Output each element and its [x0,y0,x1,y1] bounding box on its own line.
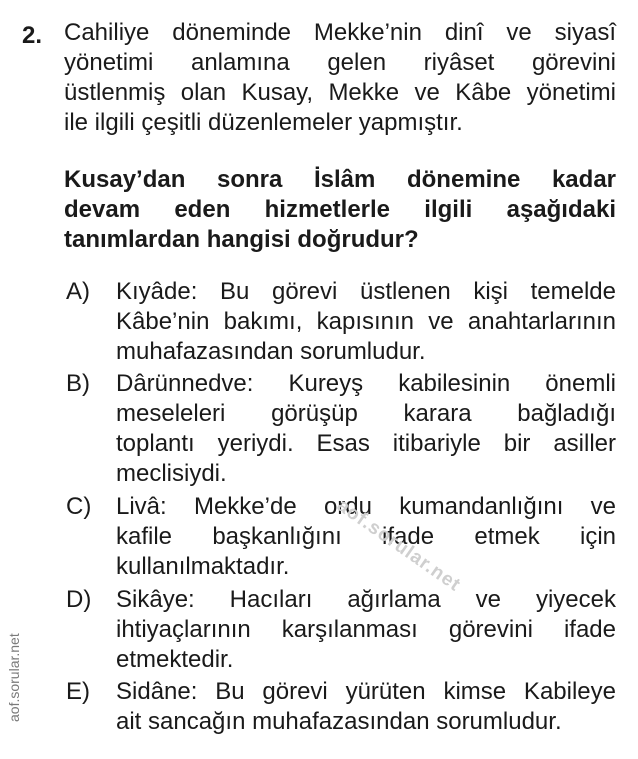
option-line: ihtiyaçlarının karşılanması görevini ifade [116,616,616,643]
option-label: D) [66,586,92,613]
prompt-line: devam eden hizmetlerle ilgili aşağıdaki [64,196,616,223]
watermark-side: aof.sorular.net [6,633,22,722]
option-line: muhafazasından sorumludur. [116,338,426,365]
question-number: 2. [22,22,43,49]
option-line: kafile başkanlığını ifade etmek için [116,523,616,550]
option-line: etmektedir. [116,646,234,673]
option-label: B) [66,370,90,397]
option-line: Dârünnedve: Kureyş kabilesinin önemli [116,370,616,397]
option-line: Sikâye: Hacıları ağırlama ve yiyecek [116,586,616,613]
option-label: A) [66,278,90,305]
option-line: toplantı yeriydi. Esas itibariyle bir asiller [116,430,616,457]
option-line: meclisiydi. [116,460,227,487]
option-line: Sidâne: Bu görevi yürüten kimse Kabileye [116,678,616,705]
option-line: meseleleri görüşüp karara bağladığı [116,400,616,427]
option-line: ait sancağın muhafazasından sorumludur. [116,708,562,735]
prompt-line: Kusay’dan sonra İslâm dönemine kadar [64,166,616,193]
stem-line: yönetimi anlamına gelen riyâset görevini [64,49,616,76]
stem-line: üstlenmiş olan Kusay, Mekke ve Kâbe yönetimi [64,79,616,106]
stem-line: ile ilgili çeşitli düzenlemeler yapmıştır. [64,109,463,136]
stem-line: Cahiliye döneminde Mekke’nin dinî ve siyasî [64,19,616,46]
option-line: Kâbe’nin bakımı, kapısının ve anahtarlarının [116,308,616,335]
option-line: Livâ: Mekke’de ordu kumandanlığını ve [116,493,616,520]
watermark-diagonal: aof.sorular.net [332,495,465,596]
option-line: kullanılmaktadır. [116,553,290,580]
option-line: Kıyâde: Bu görevi üstlenen kişi temelde [116,278,616,305]
prompt-line: tanımlardan hangisi doğrudur? [64,226,419,253]
option-label: C) [66,493,92,520]
option-label: E) [66,678,90,705]
